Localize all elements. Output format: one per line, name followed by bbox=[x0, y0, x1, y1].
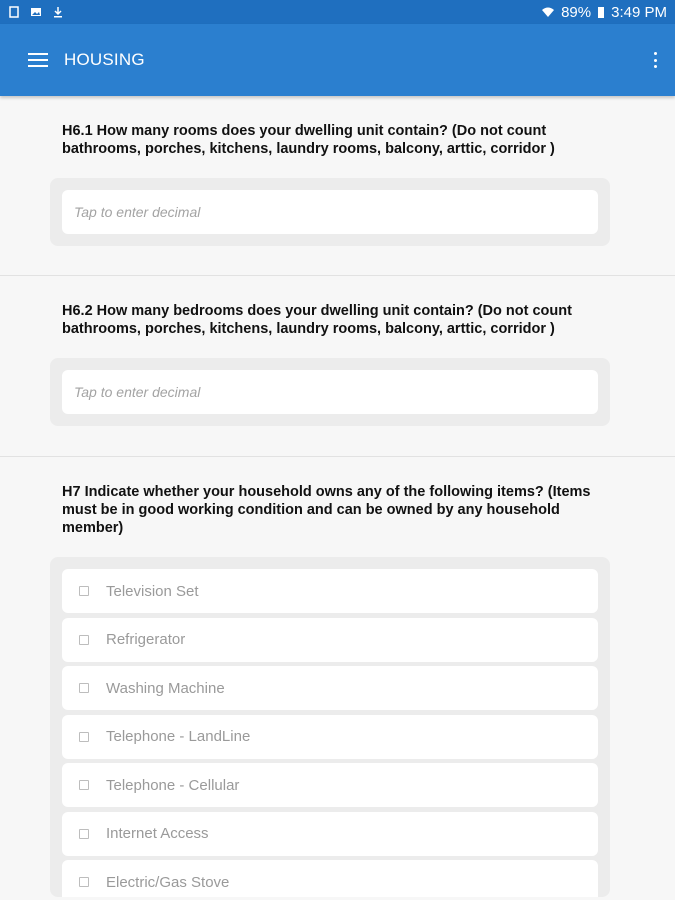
overflow-menu-icon[interactable] bbox=[651, 52, 659, 68]
checklist-item-internet[interactable] bbox=[62, 812, 598, 856]
battery-icon bbox=[597, 6, 605, 18]
checklist-item-stove[interactable] bbox=[62, 860, 598, 897]
checklist-item-washing-machine[interactable] bbox=[62, 666, 598, 710]
checklist-label: Refrigerator bbox=[106, 631, 186, 648]
checkbox[interactable] bbox=[79, 877, 89, 887]
question-text: H7 Indicate whether your household owns any of the following items? (Items must be in good working condition and can be owned by any household member) bbox=[62, 484, 591, 536]
checklist-label: Internet Access bbox=[106, 825, 209, 842]
checklist-item-television[interactable] bbox=[62, 569, 598, 613]
checklist-item-cellular[interactable] bbox=[62, 763, 598, 807]
app-bar bbox=[0, 24, 675, 96]
checkbox[interactable] bbox=[79, 635, 89, 645]
question-h6-2 bbox=[0, 276, 675, 457]
checklist-item-refrigerator[interactable] bbox=[62, 618, 598, 662]
checklist-label: Electric/Gas Stove bbox=[106, 873, 230, 891]
question-h6-1 bbox=[0, 96, 675, 276]
checklist-label: Telephone - Cellular bbox=[106, 776, 240, 794]
question-text: H6.1 How many rooms does your dwelling unit contain? (Do not count bathrooms, porches, kitchens, laundry rooms, balcony, arttic, corridor ) bbox=[62, 123, 555, 157]
battery-percent: 89% bbox=[561, 3, 592, 21]
question-text: H6.2 How many bedrooms does your dwelling unit contain? (Do not count bathrooms, porches, kitchens, laundry rooms, balcony, arttic, corridor ) bbox=[62, 303, 572, 337]
answer-card bbox=[50, 178, 610, 246]
checkbox[interactable] bbox=[79, 586, 89, 596]
question-h7 bbox=[0, 457, 675, 897]
checklist-item-landline[interactable] bbox=[62, 715, 598, 759]
decimal-input[interactable]: Tap to enter decimal bbox=[62, 370, 598, 414]
wifi-icon bbox=[541, 6, 555, 18]
checkbox[interactable] bbox=[79, 829, 89, 839]
hamburger-menu-icon[interactable] bbox=[26, 50, 50, 70]
checklist-label: Television Set bbox=[106, 582, 199, 600]
checklist-card bbox=[50, 557, 610, 897]
checkbox[interactable] bbox=[79, 683, 89, 693]
decimal-input[interactable]: Tap to enter decimal bbox=[62, 190, 598, 234]
sim-icon bbox=[8, 6, 20, 18]
clock: 3:49 PM bbox=[611, 3, 667, 21]
checklist-label: Washing Machine bbox=[106, 679, 225, 697]
checkbox[interactable] bbox=[79, 732, 89, 742]
image-icon bbox=[30, 6, 42, 18]
checklist-label: Telephone - LandLine bbox=[106, 728, 251, 745]
download-icon bbox=[52, 6, 64, 18]
survey-content bbox=[0, 96, 675, 897]
answer-card bbox=[50, 358, 610, 426]
status-bar bbox=[0, 0, 675, 24]
checkbox[interactable] bbox=[79, 780, 89, 790]
page-title: HOUSING bbox=[64, 50, 145, 69]
